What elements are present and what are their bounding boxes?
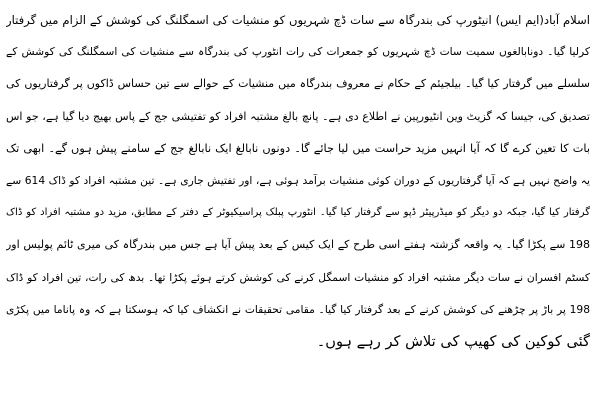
article-line: بات کا تعین کرے گا کہ آیا انہیں مزید حراست میں لیا جائے گا۔ دونوں نابالغ ایک نابالغ جج کے سامنے پیش ہوں گے۔ ابھی تک xyxy=(6,141,590,155)
article-line: گئی کوکین کی کھیپ کی تلاش کر رہے ہوں۔ xyxy=(316,332,590,350)
article-line: یہ واضح نہیں ہے کہ آیا گرفتاریوں کے دوران کوئی منشیات برآمد ہوئی ہے، اور تفتیش جاری ہے۔ تین مشتبہ افراد کو ڈاک 614 سے xyxy=(6,173,590,187)
article-line: 198 پر باڑ پر چڑھنے کی کوشش کرنے کے بعد گرفتار کیا گیا۔ مقامی تحقیقات نے انکشاف کیا کہ ہوسکتا ہے کہ وہ پاناما میں پکڑی xyxy=(6,302,590,316)
article-line: اسلام آباد(ایم ایس) انیٹورپ کی بندرگاہ سے سات ڈچ شہریوں کو منشیات کی اسمگلنگ کی کوشش کے الزام میں گرفتار xyxy=(6,13,590,27)
article-line: سلسلے میں گرفتار کیا گیا۔ بیلجیئم کے حکام نے معروف بندرگاہ میں منشیات کے حوالے سے تین حساس ڈاکوں پر گرفتاریوں کی xyxy=(6,77,590,91)
article-line: 198 سے پکڑا گیا۔ یہ واقعہ گزشتہ ہفتے اسی طرح کے ایک کیس کے بعد پیش آیا ہے جس میں بندرگاہ کی میری ٹائم پولیس اور xyxy=(6,238,590,252)
article-line: کسٹم افسران نے سات دیگر مشتبہ افراد کو منشیات اسمگل کرنے کی کوشش کرتے ہوئے پکڑا تھا۔ بدھ کی رات، تین افراد کو ڈاک xyxy=(6,270,590,284)
article-line: گرفتار کیا گیا، جبکہ دو دیگر کو میڈرپیٹر ڈپو سے گرفتار کیا گیا۔ انٹورپ پبلک پراسیکیوٹر کے دفتر کے مطابق، مزید دو مشتبہ افراد کو ڈاک xyxy=(6,207,590,219)
article-line: تصدیق کی، جیسا کہ گزیٹ وین انٹیورپین نے اطلاع دی ہے۔ پانچ بالغ مشتبہ افراد کو تفتیشی جج کے پاس بھیج دیا گیا ہے، جو اس xyxy=(6,109,590,123)
article-line: کرلیا گیا۔ دونابالغوں سمیت سات ڈچ شہریوں کو جمعرات کی رات انٹورپ کی بندرگاہ سے منشیات کی اسمگلنگ کی کوشش کے xyxy=(6,45,590,59)
